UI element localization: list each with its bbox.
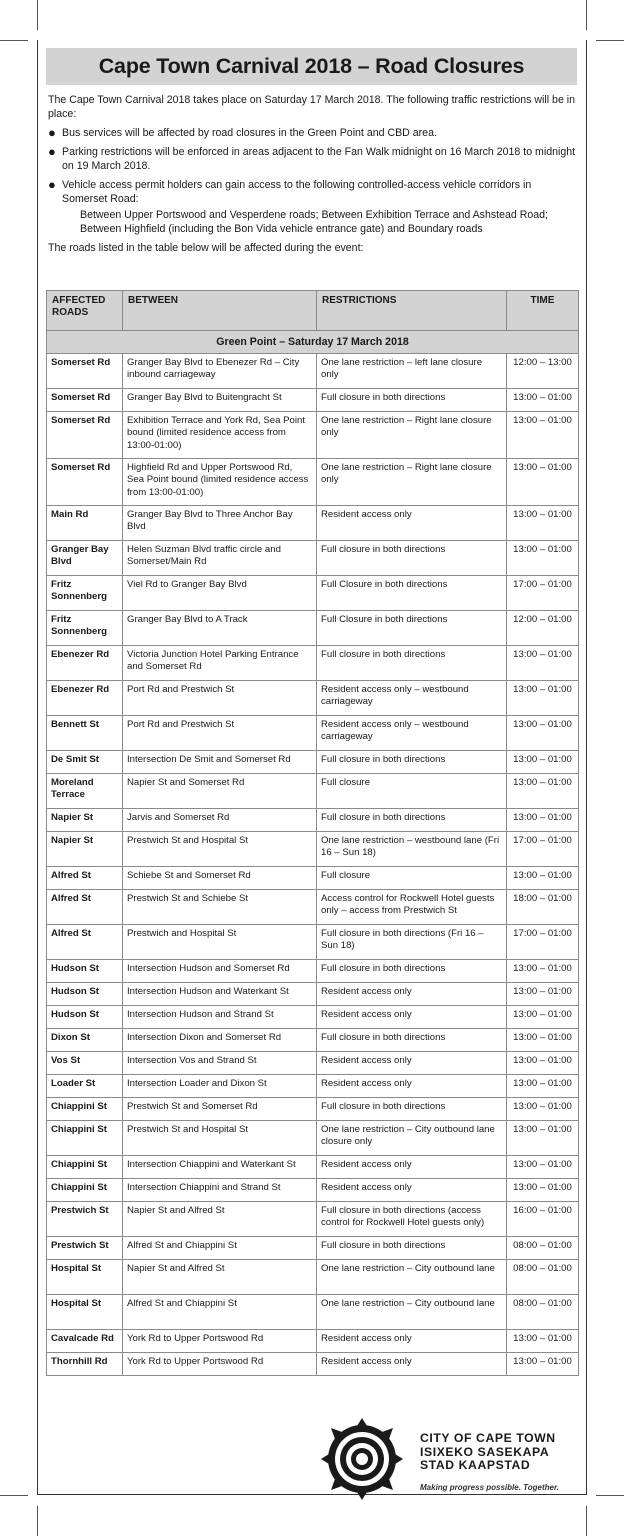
intro-section (48, 93, 578, 260)
table-row (47, 1006, 579, 1029)
table-row (47, 716, 579, 751)
between-cell: Intersection Hudson and Strand St (123, 1006, 317, 1029)
time-cell: 12:00 – 13:00 (507, 354, 579, 389)
table-row (47, 867, 579, 890)
restrictions-cell: Resident access only (317, 983, 507, 1006)
bullet-item (48, 145, 578, 173)
crop-mark (586, 1506, 587, 1536)
between-cell: Intersection Chiappini and Waterkant St (123, 1156, 317, 1179)
table-row (47, 1029, 579, 1052)
restrictions-cell: Resident access only (317, 1006, 507, 1029)
bullet-icon: ● (48, 177, 56, 192)
time-cell: 13:00 – 01:00 (507, 1029, 579, 1052)
between-cell: Exhibition Terrace and York Rd, Sea Point bound (limited residence access from 13:00-01:00) (123, 412, 317, 459)
table-row (47, 1179, 579, 1202)
between-cell: Granger Bay Blvd to Ebenezer Rd – City inbound carriageway (123, 354, 317, 389)
restrictions-cell: Access control for Rockwell Hotel guests only – access from Prestwich St (317, 890, 507, 925)
between-cell: Intersection Chiappini and Strand St (123, 1179, 317, 1202)
table-row (47, 1330, 579, 1353)
time-cell: 08:00 – 01:00 (507, 1260, 579, 1295)
restrictions-cell: Full closure in both directions (Fri 16 – Sun 18) (317, 925, 507, 960)
title-bar (46, 48, 577, 85)
time-cell: 17:00 – 01:00 (507, 925, 579, 960)
intro-text: The Cape Town Carnival 2018 takes place on Saturday 17 March 2018. The following traffic restrictions will be in place: (48, 94, 576, 120)
table-row (47, 774, 579, 809)
restrictions-cell: Full closure in both directions (access control for Rockwell Hotel guests only) (317, 1202, 507, 1237)
time-cell: 13:00 – 01:00 (507, 646, 579, 681)
crop-mark (0, 40, 28, 41)
time-cell: 13:00 – 01:00 (507, 541, 579, 576)
table-row (47, 412, 579, 459)
road-cell: Alfred St (47, 890, 123, 925)
road-cell: Somerset Rd (47, 412, 123, 459)
table-row (47, 890, 579, 925)
city-name-afrikaans: STAD KAAPSTAD (420, 1458, 531, 1473)
bullet-text: Bus services will be affected by road closures in the Green Point and CBD area. (62, 127, 437, 139)
road-cell: Vos St (47, 1052, 123, 1075)
road-cell: Somerset Rd (47, 389, 123, 412)
road-cell: Chiappini St (47, 1156, 123, 1179)
road-cell: Somerset Rd (47, 354, 123, 389)
time-cell: 13:00 – 01:00 (507, 1353, 579, 1376)
table-row (47, 541, 579, 576)
road-cell: Hospital St (47, 1295, 123, 1330)
crop-mark (596, 40, 624, 41)
between-cell: Napier St and Somerset Rd (123, 774, 317, 809)
road-cell: Fritz Sonnenberg (47, 611, 123, 646)
between-cell: Helen Suzman Blvd traffic circle and Somerset/Main Rd (123, 541, 317, 576)
time-cell: 13:00 – 01:00 (507, 1098, 579, 1121)
table-intro: The roads listed in the table below will be affected during the event: (48, 242, 364, 254)
table-row (47, 1075, 579, 1098)
time-cell: 13:00 – 01:00 (507, 1075, 579, 1098)
bullet-text-wrap (62, 178, 578, 236)
city-name-english: CITY OF CAPE TOWN (420, 1431, 556, 1445)
table-row (47, 960, 579, 983)
restrictions-cell: Full closure in both directions (317, 389, 507, 412)
restrictions-cell: Full closure in both directions (317, 1098, 507, 1121)
column-header-between: BETWEEN (123, 291, 317, 331)
column-header-restrictions: RESTRICTIONS (317, 291, 507, 331)
table-row (47, 354, 579, 389)
time-cell: 13:00 – 01:00 (507, 1179, 579, 1202)
between-cell: Intersection Vos and Strand St (123, 1052, 317, 1075)
bullet-text: Vehicle access permit holders can gain access to the following controlled-access vehicle corridors in Somerset Road: (62, 179, 532, 205)
restrictions-cell: Resident access only – westbound carriageway (317, 681, 507, 716)
road-cell: Prestwich St (47, 1202, 123, 1237)
between-cell: Alfred St and Chiappini St (123, 1295, 317, 1330)
table-row (47, 751, 579, 774)
table-row (47, 983, 579, 1006)
between-cell: Granger Bay Blvd to A Track (123, 611, 317, 646)
between-cell: Intersection Hudson and Waterkant St (123, 983, 317, 1006)
between-cell: Intersection Loader and Dixon St (123, 1075, 317, 1098)
road-cell: Loader St (47, 1075, 123, 1098)
time-cell: 13:00 – 01:00 (507, 389, 579, 412)
road-cell: Moreland Terrace (47, 774, 123, 809)
time-cell: 13:00 – 01:00 (507, 983, 579, 1006)
restrictions-cell: One lane restriction – City outbound lane closure only (317, 1121, 507, 1156)
road-cell: Cavalcade Rd (47, 1330, 123, 1353)
restrictions-cell: Resident access only (317, 1075, 507, 1098)
between-cell: Prestwich St and Somerset Rd (123, 1098, 317, 1121)
table-row (47, 1237, 579, 1260)
between-cell: Prestwich St and Hospital St (123, 1121, 317, 1156)
table-row (47, 459, 579, 506)
between-cell: Viel Rd to Granger Bay Blvd (123, 576, 317, 611)
crop-mark (37, 0, 38, 30)
between-cell: Jarvis and Somerset Rd (123, 809, 317, 832)
restrictions-cell: Full closure (317, 774, 507, 809)
restrictions-cell: Full closure in both directions (317, 960, 507, 983)
restrictions-cell: One lane restriction – City outbound lane (317, 1260, 507, 1295)
restrictions-cell: Resident access only (317, 1156, 507, 1179)
road-cell: Hospital St (47, 1260, 123, 1295)
table-row (47, 1353, 579, 1376)
table-row (47, 1295, 579, 1330)
table-row (47, 611, 579, 646)
time-cell: 13:00 – 01:00 (507, 1156, 579, 1179)
section-row (47, 331, 579, 354)
road-cell: Napier St (47, 809, 123, 832)
road-cell: Alfred St (47, 867, 123, 890)
crop-mark (596, 1495, 624, 1496)
time-cell: 13:00 – 01:00 (507, 1121, 579, 1156)
between-cell: Port Rd and Prestwich St (123, 681, 317, 716)
restrictions-cell: Full closure in both directions (317, 751, 507, 774)
between-cell: Prestwich and Hospital St (123, 925, 317, 960)
time-cell: 18:00 – 01:00 (507, 890, 579, 925)
road-cell: Prestwich St (47, 1237, 123, 1260)
city-name-xhosa: ISIXEKO SASEKAPA (420, 1444, 550, 1459)
crop-mark (0, 1495, 28, 1496)
time-cell: 13:00 – 01:00 (507, 1330, 579, 1353)
crop-mark (37, 1506, 38, 1536)
time-cell: 13:00 – 01:00 (507, 1006, 579, 1029)
restrictions-cell: One lane restriction – left lane closure only (317, 354, 507, 389)
table-row (47, 1098, 579, 1121)
between-cell: York Rd to Upper Portswood Rd (123, 1353, 317, 1376)
road-cell: Bennett St (47, 716, 123, 751)
time-cell: 13:00 – 01:00 (507, 506, 579, 541)
road-cell: Alfred St (47, 925, 123, 960)
between-cell: Port Rd and Prestwich St (123, 716, 317, 751)
road-cell: Chiappini St (47, 1121, 123, 1156)
between-cell: Schiebe St and Somerset Rd (123, 867, 317, 890)
table-row (47, 389, 579, 412)
restrictions-cell: One lane restriction – City outbound lane (317, 1295, 507, 1330)
time-cell: 13:00 – 01:00 (507, 751, 579, 774)
restrictions-cell: Resident access only (317, 506, 507, 541)
between-cell: York Rd to Upper Portswood Rd (123, 1330, 317, 1353)
bullet-icon: ● (48, 125, 56, 140)
city-seal-logo (312, 1418, 412, 1500)
restrictions-cell: Resident access only (317, 1353, 507, 1376)
road-closures-table (46, 290, 579, 1376)
between-cell: Highfield Rd and Upper Portswood Rd, Sea Point bound (limited residence access from 13:00-01:00) (123, 459, 317, 506)
road-cell: Hudson St (47, 960, 123, 983)
road-cell: Chiappini St (47, 1098, 123, 1121)
road-cell: Thornhill Rd (47, 1353, 123, 1376)
section-heading: Green Point – Saturday 17 March 2018 (47, 331, 579, 354)
time-cell: 13:00 – 01:00 (507, 960, 579, 983)
table-row (47, 925, 579, 960)
restrictions-cell: One lane restriction – westbound lane (Fri 16 – Sun 18) (317, 832, 507, 867)
road-cell: Fritz Sonnenberg (47, 576, 123, 611)
restrictions-cell: Full closure in both directions (317, 646, 507, 681)
between-cell: Granger Bay Blvd to Three Anchor Bay Blvd (123, 506, 317, 541)
between-cell: Prestwich St and Hospital St (123, 832, 317, 867)
between-cell: Alfred St and Chiappini St (123, 1237, 317, 1260)
between-cell: Intersection De Smit and Somerset Rd (123, 751, 317, 774)
table-row (47, 576, 579, 611)
bullet-item (48, 178, 578, 236)
time-cell: 17:00 – 01:00 (507, 832, 579, 867)
table-row (47, 1202, 579, 1237)
column-header-time: TIME (507, 291, 579, 331)
restrictions-cell: Full Closure in both directions (317, 611, 507, 646)
road-cell: De Smit St (47, 751, 123, 774)
table-row (47, 1260, 579, 1295)
restrictions-cell: Full closure in both directions (317, 1029, 507, 1052)
time-cell: 13:00 – 01:00 (507, 459, 579, 506)
time-cell: 08:00 – 01:00 (507, 1237, 579, 1260)
time-cell: 13:00 – 01:00 (507, 681, 579, 716)
bullet-icon: ● (48, 144, 56, 159)
between-cell: Intersection Hudson and Somerset Rd (123, 960, 317, 983)
table-row (47, 646, 579, 681)
restrictions-cell: Resident access only (317, 1179, 507, 1202)
between-cell: Prestwich St and Schiebe St (123, 890, 317, 925)
between-cell: Intersection Dixon and Somerset Rd (123, 1029, 317, 1052)
table-row (47, 1156, 579, 1179)
table-header-row (47, 291, 579, 331)
bullet-text: Parking restrictions will be enforced in areas adjacent to the Fan Walk midnight on 16 March 2018 to midnight on 19 March 2018. (62, 146, 576, 172)
column-header-affected-roads: AFFECTED ROADS (47, 291, 123, 331)
table-row (47, 681, 579, 716)
road-cell: Somerset Rd (47, 459, 123, 506)
road-cell: Ebenezer Rd (47, 646, 123, 681)
time-cell: 16:00 – 01:00 (507, 1202, 579, 1237)
road-cell: Granger Bay Blvd (47, 541, 123, 576)
bullet-subtext: Between Upper Portswood and Vesperdene roads; Between Exhibition Terrace and Ashstead Road; Between Highfield (including the Bon Vida vehicle entrance gate) and Boundary roads (80, 209, 548, 235)
table-row (47, 809, 579, 832)
road-cell: Napier St (47, 832, 123, 867)
road-cell: Main Rd (47, 506, 123, 541)
bullet-item (48, 126, 578, 140)
table-row (47, 1121, 579, 1156)
table-row (47, 1052, 579, 1075)
page-title: Cape Town Carnival 2018 – Road Closures (98, 54, 525, 78)
restrictions-cell: Full closure in both directions (317, 541, 507, 576)
restrictions-cell: Full closure in both directions (317, 809, 507, 832)
road-cell: Hudson St (47, 1006, 123, 1029)
time-cell: 13:00 – 01:00 (507, 867, 579, 890)
restrictions-cell: Full closure in both directions (317, 1237, 507, 1260)
time-cell: 08:00 – 01:00 (507, 1295, 579, 1330)
crop-mark (586, 0, 587, 30)
restrictions-cell: One lane restriction – Right lane closure only (317, 459, 507, 506)
between-cell: Granger Bay Blvd to Buitengracht St (123, 389, 317, 412)
between-cell: Napier St and Alfred St (123, 1260, 317, 1295)
table-row (47, 832, 579, 867)
road-cell: Hudson St (47, 983, 123, 1006)
restrictions-cell: Full Closure in both directions (317, 576, 507, 611)
city-tagline: Making progress possible. Together. (420, 1483, 559, 1492)
restrictions-cell: Resident access only (317, 1330, 507, 1353)
city-name-block (420, 1432, 556, 1473)
time-cell: 13:00 – 01:00 (507, 809, 579, 832)
between-cell: Victoria Junction Hotel Parking Entrance and Somerset Rd (123, 646, 317, 681)
between-cell: Napier St and Alfred St (123, 1202, 317, 1237)
road-cell: Ebenezer Rd (47, 681, 123, 716)
time-cell: 13:00 – 01:00 (507, 716, 579, 751)
time-cell: 17:00 – 01:00 (507, 576, 579, 611)
time-cell: 13:00 – 01:00 (507, 1052, 579, 1075)
road-cell: Chiappini St (47, 1179, 123, 1202)
time-cell: 13:00 – 01:00 (507, 412, 579, 459)
table-row (47, 506, 579, 541)
road-cell: Dixon St (47, 1029, 123, 1052)
restrictions-cell: Full closure (317, 867, 507, 890)
restrictions-cell: One lane restriction – Right lane closure only (317, 412, 507, 459)
restrictions-cell: Resident access only – westbound carriageway (317, 716, 507, 751)
time-cell: 12:00 – 01:00 (507, 611, 579, 646)
restrictions-cell: Resident access only (317, 1052, 507, 1075)
time-cell: 13:00 – 01:00 (507, 774, 579, 809)
